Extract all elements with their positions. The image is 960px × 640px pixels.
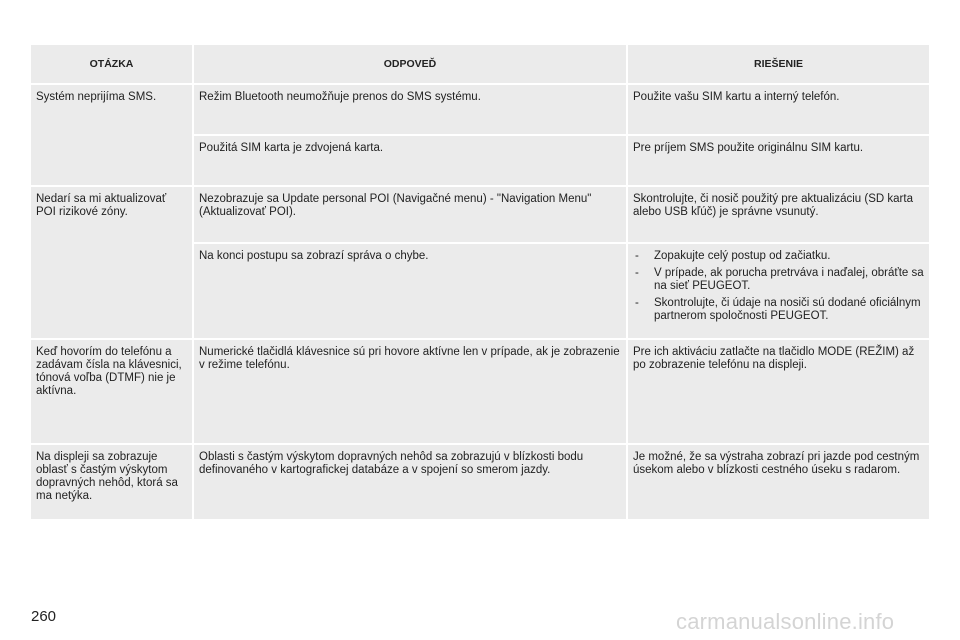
solution-cell: Pre príjem SMS použite originálnu SIM kartu. [628, 136, 929, 187]
list-item: - V prípade, ak porucha pretrváva i naďalej, obráťte sa na sieť PEUGEOT. [633, 267, 924, 293]
faq-table [31, 45, 929, 521]
solution-list [633, 250, 924, 323]
list-item: - Zopakujte celý postup od začiatku. [633, 250, 924, 263]
page-number: 260 [31, 608, 57, 625]
question-cell: Systém neprijíma SMS. [31, 85, 194, 187]
question-cell: Na displeji sa zobrazuje oblasť s častým výskytom dopravných nehôd, ktorá sa ma netýka. [31, 445, 194, 521]
header-question: OTÁZKA [31, 45, 194, 83]
answer-cell: Numerické tlačidlá klávesnice sú pri hovore aktívne len v prípade, ak je zobrazenie v režime telefónu. [194, 340, 628, 445]
table-row [31, 340, 929, 445]
header-answer: ODPOVEĎ [194, 45, 628, 83]
table-row [31, 85, 929, 136]
solution-cell [628, 244, 929, 340]
answer-cell: Použitá SIM karta je zdvojená karta. [194, 136, 628, 187]
solution-cell: Pre ich aktiváciu zatlačte na tlačidlo MODE (REŽIM) až po zobrazenie telefónu na displeji. [628, 340, 929, 445]
answer-cell: Na konci postupu sa zobrazí správa o chybe. [194, 244, 628, 340]
question-cell: Nedarí sa mi aktualizovať POI rizikové zóny. [31, 187, 194, 340]
watermark: carmanualsonline.info [676, 609, 895, 634]
header-solution: RIEŠENIE [628, 45, 929, 83]
table-header-row [31, 45, 929, 83]
solution-cell: Skontrolujte, či nosič použitý pre aktualizáciu (SD karta alebo USB kľúč) je správne vsunutý. [628, 187, 929, 244]
answer-cell: Oblasti s častým výskytom dopravných nehôd sa zobrazujú v blízkosti bodu definovaného v kartografickej databáze a v spojení so smerom jazdy. [194, 445, 628, 521]
list-item: - Skontrolujte, či údaje na nosiči sú dodané oficiálnym partnerom spoločnosti PEUGEOT. [633, 297, 924, 323]
table-row [31, 445, 929, 521]
table-row [31, 187, 929, 244]
solution-cell: Použite vašu SIM kartu a interný telefón. [628, 85, 929, 136]
answer-cell: Režim Bluetooth neumožňuje prenos do SMS systému. [194, 85, 628, 136]
question-cell: Keď hovorím do telefónu a zadávam čísla na klávesnici, tónová voľba (DTMF) nie je aktívna. [31, 340, 194, 445]
solution-cell: Je možné, že sa výstraha zobrazí pri jazde pod cestným úsekom alebo v blízkosti cestného úseku s radarom. [628, 445, 929, 521]
answer-cell: Nezobrazuje sa Update personal POI (Navigačné menu) - "Navigation Menu" (Aktualizovať POI). [194, 187, 628, 244]
